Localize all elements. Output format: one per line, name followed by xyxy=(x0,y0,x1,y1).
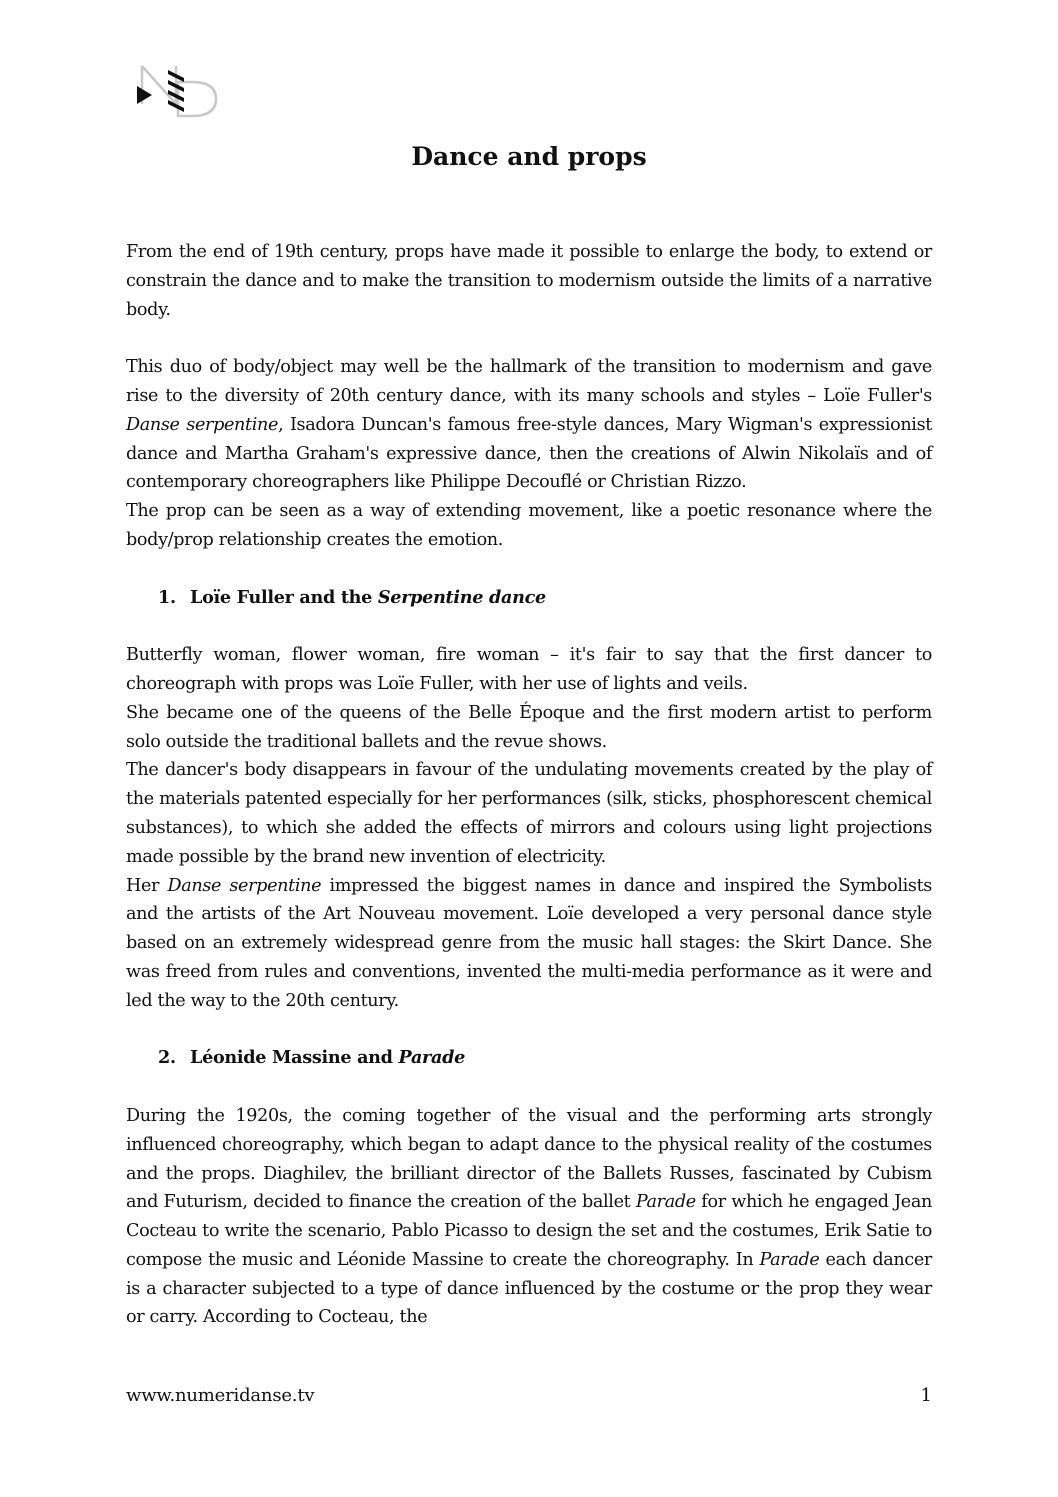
document-body xyxy=(126,238,932,1332)
intro-p2-italic: Danse serpentine xyxy=(126,414,279,435)
intro-p2-text-b: , Isadora Duncan's famous free-style dances, Mary Wigman's expressionist dance and Martha Graham's expressive dance, then the creations of Alwin Nikolaïs and of contemporary choreographers like Philippe Decouflé or Christian Rizzo. xyxy=(126,414,932,493)
section-2-title-text: Léonide Massine and xyxy=(190,1047,399,1069)
intro-paragraph-2 xyxy=(126,353,932,497)
section-1-number: 1. xyxy=(158,586,176,608)
section-2-heading xyxy=(126,1044,932,1073)
intro-p2-text-a: This duo of body/object may well be the hallmark of the transition to modernism and gave rise to the diversity of 20th century dance, with its many schools and styles – Loïe Fuller's xyxy=(126,357,932,406)
numeridanse-logo-icon xyxy=(132,64,222,120)
section-1-heading xyxy=(126,584,932,613)
section-2-number: 2. xyxy=(158,1047,176,1069)
s2-p1-text-b: for which he engaged Jean Cocteau to write the scenario, Pablo Picasso to design the set and the costumes, Erik Satie to compose the music and Léonide Massine to create the choreography. In xyxy=(126,1192,932,1270)
section-1-paragraph-1: Butterfly woman, flower woman, fire woman – it's fair to say that the first dancer to choreograph with props was Loïe Fuller, with her use of lights and veils. xyxy=(126,645,932,694)
section-1-title-italic: Serpentine dance xyxy=(377,586,546,608)
s1-p4-text-a: Her xyxy=(126,875,168,896)
s1-p4-italic: Danse serpentine xyxy=(167,875,322,896)
section-2-title-italic: Parade xyxy=(398,1047,466,1069)
intro-paragraph-3: The prop can be seen as a way of extending movement, like a poetic resonance where the body/prop relationship creates the emotion. xyxy=(126,501,932,550)
s2-p1-text-a: During the 1920s, the coming together of the visual and the performing arts strongly influenced choreography, which began to adapt dance to the physical reality of the costumes and the props. Diaghilev, the brilliant director of the Ballets Russes, fascinated by Cubism and Futurism, decided to finance the creation of the ballet xyxy=(126,1105,932,1213)
footer-url: www.numeridanse.tv xyxy=(126,1385,315,1406)
s2-p1-italic-2: Parade xyxy=(759,1249,820,1270)
s2-p1-italic-1: Parade xyxy=(635,1192,696,1213)
section-1-paragraph-3: The dancer's body disappears in favour of the undulating movements created by the play of the materials patented especially for her performances (silk, sticks, phosphorescent chemical substances), to which she added the effects of mirrors and colours using light projections made possible by the brand new invention of electricity. xyxy=(126,760,932,867)
intro-paragraph-1: From the end of 19th century, props have made it possible to enlarge the body, to extend or constrain the dance and to make the transition to modernism outside the limits of a narrative body. xyxy=(126,242,932,320)
section-1-title-text: Loïe Fuller and the xyxy=(190,586,378,608)
section-1-paragraph-2: She became one of the queens of the Belle Époque and the first modern artist to perform solo outside the traditional ballets and the revue shows. xyxy=(126,702,932,752)
s1-p4-text-b: impressed the biggest names in dance and inspired the Symbolists and the artists of the Art Nouveau movement. Loïe developed a very personal dance style based on an extremely widespread genre from the music hall stages: the Skirt Dance. She was freed from rules and conventions, invented the multi-media performance as it were and led the way to the 20th century. xyxy=(126,875,932,1011)
page-number: 1 xyxy=(920,1385,932,1406)
page-title: Dance and props xyxy=(411,142,647,171)
logo-svg xyxy=(132,64,222,120)
section-2-paragraph-1 xyxy=(126,1102,932,1332)
section-1-paragraph-4 xyxy=(126,872,932,1016)
s2-p1-text-c: each dancer is a character subjected to a type of dance influenced by the costume or the prop they wear or carry. According to Cocteau, the xyxy=(126,1249,932,1328)
